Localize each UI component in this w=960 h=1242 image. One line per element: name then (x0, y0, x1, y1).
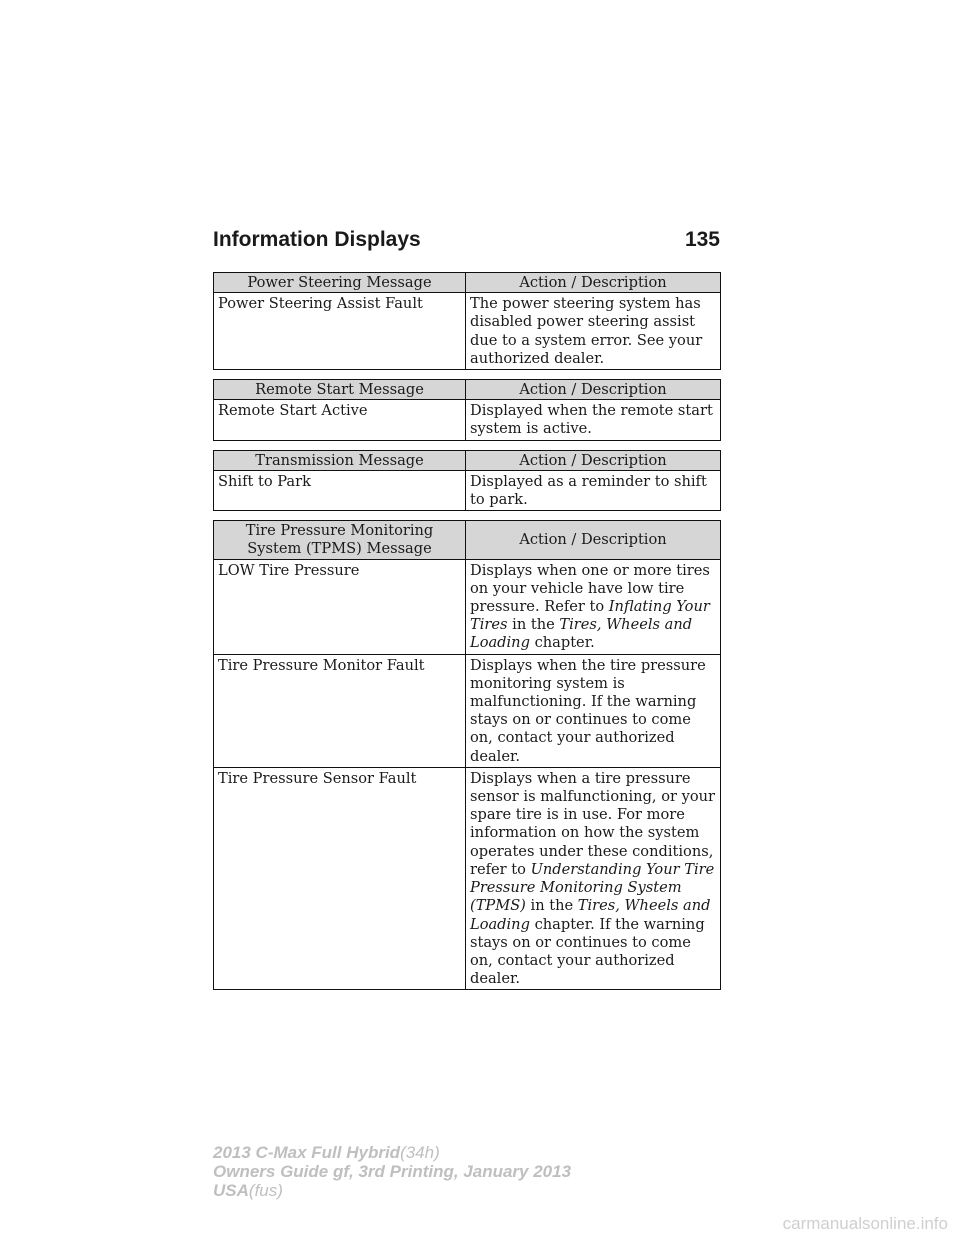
table-row (214, 400, 721, 440)
footer-line-model: 2013 C-Max Full Hybrid(34h) (213, 1143, 440, 1162)
cross-reference: Understanding Your Tire Pressure Monitoring System (TPMS) (470, 860, 715, 915)
description-text: chapter. If the warning stays on or continues to come on, contact your authorized dealer. (470, 915, 705, 988)
cross-reference: Tires, Wheels and Loading (470, 897, 711, 933)
description-text: Displays when one or more tires on your vehicle have low tire pressure. Refer to (470, 561, 710, 616)
message-table (213, 379, 721, 441)
section-title: Information Displays (213, 228, 421, 251)
cross-reference: Tires, Wheels and Loading (470, 616, 693, 652)
message-cell: LOW Tire Pressure (214, 559, 466, 654)
message-table (213, 272, 721, 370)
message-tables (213, 272, 720, 999)
description-text: in the (507, 616, 560, 634)
description-cell (466, 654, 721, 767)
description-text: in the (525, 897, 578, 915)
column-header-description: Action / Description (466, 380, 721, 400)
message-cell: Remote Start Active (214, 400, 466, 440)
table-row (214, 767, 721, 989)
table-row (214, 654, 721, 767)
message-cell: Shift to Park (214, 470, 466, 510)
description-text: Displays when a tire pressure sensor is malfunctioning, or your spare tire is in use. For more information on how the system operates under these conditions, refer to (470, 769, 716, 878)
message-table (213, 450, 721, 512)
footer-line-region: USA(fus) (213, 1181, 283, 1200)
description-cell (466, 400, 721, 440)
description-cell (466, 767, 721, 989)
message-cell: Power Steering Assist Fault (214, 293, 466, 370)
description-text: chapter. (529, 634, 595, 652)
message-cell: Tire Pressure Sensor Fault (214, 767, 466, 989)
description-text: Displays when the tire pressure monitoring system is malfunctioning. If the warning stays on or continues to come on, contact your authorized dealer. (470, 656, 706, 765)
description-text: Displayed when the remote start system is active. (470, 402, 713, 438)
description-text: The power steering system has disabled power steering assist due to a system error. See your authorized dealer. (470, 295, 703, 367)
message-cell: Tire Pressure Monitor Fault (214, 654, 466, 767)
description-cell (466, 293, 721, 370)
column-header-description: Action / Description (466, 521, 721, 559)
cross-reference: Inflating Your Tires (470, 598, 710, 634)
description-text: Displayed as a reminder to shift to park. (470, 472, 707, 509)
page-header (213, 228, 720, 252)
column-header-description: Action / Description (466, 273, 721, 293)
message-table (213, 520, 721, 990)
document-footer (213, 1143, 571, 1200)
description-cell (466, 559, 721, 654)
table-row (214, 293, 721, 370)
footer-line-guide: Owners Guide gf, 3rd Printing, January 2013 (213, 1162, 572, 1181)
column-header-message: Transmission Message (214, 450, 466, 470)
page-number: 135 (684, 228, 720, 251)
column-header-description: Action / Description (466, 450, 721, 470)
table-row (214, 559, 721, 654)
column-header-message: Power Steering Message (214, 273, 466, 293)
watermark: carmanualsonline.info (782, 1214, 948, 1233)
table-row (214, 470, 721, 510)
column-header-message: Remote Start Message (214, 380, 466, 400)
description-cell (466, 470, 721, 510)
column-header-message: Tire Pressure Monitoring System (TPMS) Message (214, 521, 466, 559)
